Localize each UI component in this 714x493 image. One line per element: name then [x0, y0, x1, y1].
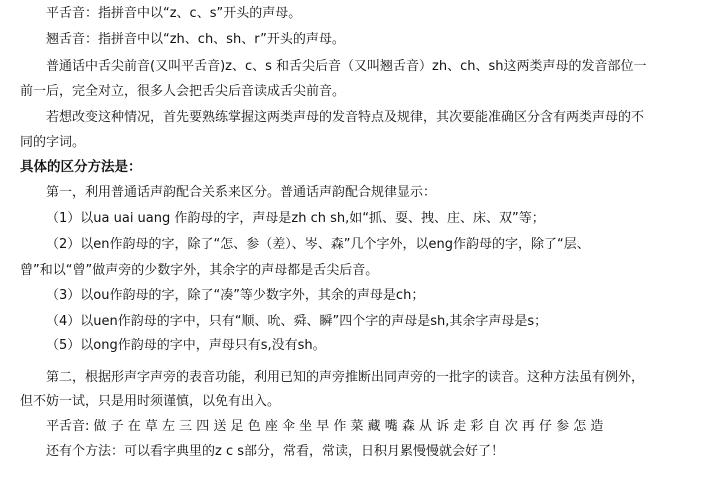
section-heading: 具体的区分方法是：: [20, 159, 142, 175]
study-tip: 还有个方法：可以看字典里的z c s部分，常看，常读，日积月累慢慢就会好了！: [46, 444, 505, 459]
rule-4: （4）以uen作韵母的字中，只有“顺、吮、舜、瞬”四个字的声母是sh,其余字声母是s；: [46, 314, 548, 329]
rule-1: （1）以ua uai uang 作韵母的字，声母是zh ch sh,如“抓、耍、拽、庄、床、双”等；: [46, 211, 545, 226]
intro-line-4: 前一后，完全对立，很多人会把舌尖后音读成舌尖前音。: [20, 84, 346, 99]
rule-2-continued: 曾”和以“曾”做声旁的少数字外，其余字的声母都是舌尖后音。: [20, 263, 379, 278]
intro-line-2: 翘舌音：指拼音中以“zh、ch、sh、r”开头的声母。: [46, 32, 345, 47]
method2-intro-continued: 但不妨一试，只是用时须谨慎，以免有出入。: [20, 394, 281, 409]
intro-line-3: 普通话中舌尖前音(又叫平舌音)z、c、s 和舌尖后音（又叫翘舌音）zh、ch、sh这两类声母的发音部位一: [46, 59, 647, 74]
flat-tongue-examples: 平舌音: 做 子 在 草 左 三 四 送 足 色 座 伞 坐 早 作 菜 藏 嘴 森 从 诉 走 彩 自 次 再 仔 参 怎 造: [46, 419, 604, 434]
intro-line-5: 若想改变这种情况，首先要熟练掌握这两类声母的发音特点及规律，其次要能准确区分含有两类声母的不: [46, 110, 645, 125]
method1-intro: 第一，利用普通话声韵配合关系来区分。普通话声韵配合规律显示：: [46, 185, 437, 200]
rule-5: （5）以ong作韵母的字中，声母只有s,没有sh。: [46, 338, 326, 353]
rule-3: （3）以ou作韵母的字，除了“凑”等少数字外，其余的声母是ch；: [46, 288, 425, 303]
rule-2: （2）以en作韵母的字，除了“怎、参（差）、岑、森”几个字外，以eng作韵母的字，除了“层、: [46, 237, 590, 252]
intro-line-1: 平舌音：指拼音中以“z、c、s”开头的声母。: [46, 6, 302, 21]
method2-intro: 第二，根据形声字声旁的表音功能，利用已知的声旁推断出同声旁的一批字的读音。这种方法虽有例外，: [46, 370, 645, 385]
intro-line-6: 同的字词。: [20, 135, 86, 150]
